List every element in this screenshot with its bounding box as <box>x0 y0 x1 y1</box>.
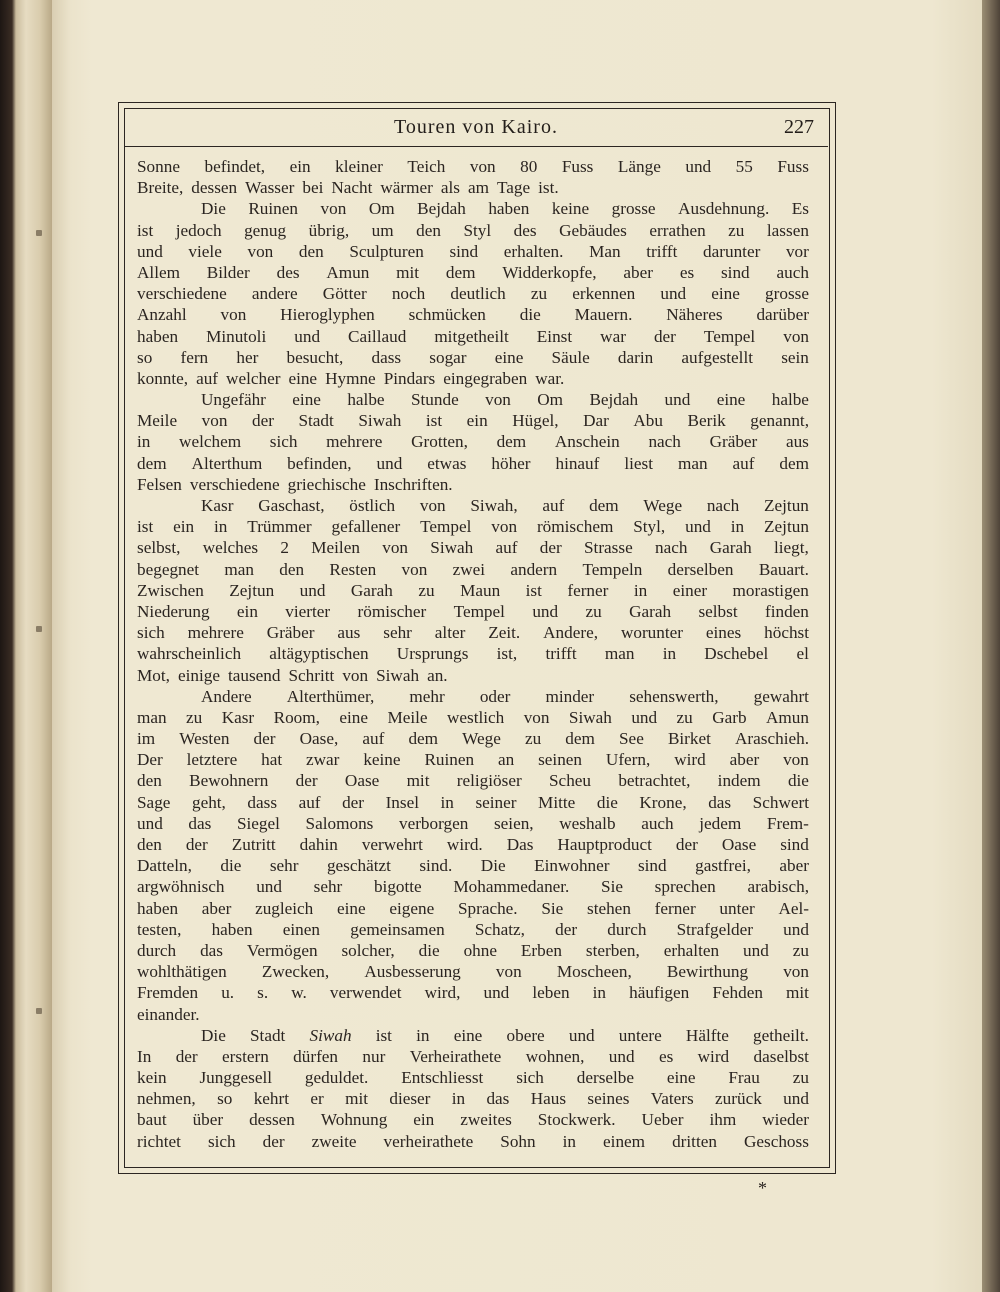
text-line: dem Alterthum befinden, und etwas höher hinauf liest man auf dem <box>137 453 809 473</box>
text-line: so fern her besucht, dass sogar eine Säule darin aufgestellt sein <box>137 347 809 367</box>
text-line: Niederung ein vierter römischer Tempel und zu Garah selbst finden <box>137 601 809 621</box>
text-line: Zwischen Zejtun und Garah zu Maun ist ferner in einer morastigen <box>137 580 809 600</box>
text-line: richtet sich der zweite verheirathete Sohn in einem dritten Geschoss <box>137 1131 809 1151</box>
text-line: wohlthätigen Zwecken, Ausbesserung von Moscheen, Bewirthung von <box>137 962 809 982</box>
text-line: Mot, einige tausend Schritt von Siwah an. <box>137 665 448 685</box>
text-line: den der Zutritt dahin verwehrt wird. Das Hauptproduct der Oase sind <box>137 835 809 854</box>
signature-mark: * <box>758 1178 767 1198</box>
text-line: Felsen verschiedene griechische Inschriften. <box>137 474 453 494</box>
body-text <box>137 156 809 1152</box>
text-line: Die Ruinen von Om Bejdah haben keine grosse Ausdehnung. Es <box>201 199 809 219</box>
text-line: haben aber zugleich eine eigene Sprache. Sie stehen ferner unter Ael- <box>137 898 809 918</box>
text-line: und das Siegel Salomons verborgen seien, weshalb auch jedem Frem- <box>137 813 809 833</box>
text-line: Die Stadt Siwah ist in eine obere und untere Hälfte getheilt. <box>201 1025 809 1045</box>
text-line: man zu Kasr Room, eine Meile westlich von Siwah und zu Garb Amun <box>137 707 809 727</box>
text-line: und viele von den Sculpturen sind erhalten. Man trifft darunter vor <box>137 241 809 261</box>
text-line: konnte, auf welcher eine Hymne Pindars eingegraben war. <box>137 368 565 388</box>
running-head <box>124 114 828 144</box>
text-line: im Westen der Oase, auf dem Wege zu dem See Birket Araschieh. <box>137 729 809 749</box>
text-line: argwöhnisch und sehr bigotte Mohammedaner. Sie sprechen arabisch, <box>137 877 809 897</box>
text-line: baut über dessen Wohnung ein zweites Stockwerk. Ueber ihm wieder <box>137 1110 809 1130</box>
header-rule <box>124 146 828 147</box>
text-line: den Bewohnern der Oase mit religiöser Scheu betrachtet, indem die <box>137 771 809 791</box>
text-line: ist ein in Trümmer gefallener Tempel von römischem Styl, und in Zejtun <box>137 517 809 537</box>
margin-mark <box>36 626 42 632</box>
text-line: kein Junggesell geduldet. Entschliesst sich derselbe eine Frau zu <box>137 1068 809 1088</box>
text-line: Meile von der Stadt Siwah ist ein Hügel, Dar Abu Berik genannt, <box>137 411 809 431</box>
text-line: ist jedoch genug übrig, um den Styl des Gebäudes errathen zu lassen <box>137 220 809 240</box>
text-line: Sage geht, dass auf der Insel in seiner Mitte die Krone, das Schwert <box>137 792 809 812</box>
text-line: Ungefähr eine halbe Stunde von Om Bejdah und eine halbe <box>201 390 809 410</box>
text-line: nehmen, so kehrt er mit dieser in das Haus seines Vaters zurück und <box>137 1089 809 1109</box>
text-line: haben Minutoli und Caillaud mitgetheilt Einst war der Tempel von <box>137 326 809 346</box>
text-line: testen, haben einen gemeinsamen Schatz, der durch Strafgelder und <box>137 919 809 939</box>
text-line: wahrscheinlich altägyptischen Ursprungs ist, trifft man in Dschebel el <box>137 644 809 664</box>
text-line: Anzahl von Hieroglyphen schmücken die Mauern. Näheres darüber <box>137 305 809 325</box>
text-line: Allem Bilder des Amun mit dem Widderkopfe, aber es sind auch <box>137 262 809 282</box>
page-title: Touren von Kairo. <box>394 116 558 138</box>
book-spine <box>0 0 52 1292</box>
page-edge <box>982 0 1000 1292</box>
text-line: In der erstern dürfen nur Verheirathete wohnen, und es wird daselbst <box>137 1046 809 1066</box>
text-line: durch das Vermögen solcher, die ohne Erben sterben, erhalten und zu <box>137 940 809 960</box>
text-line: sich mehrere Gräber aus sehr alter Zeit. Andere, worunter eines höchst <box>137 623 809 643</box>
text-line: Breite, dessen Wasser bei Nacht wärmer als am Tage ist. <box>137 178 559 198</box>
text-line: Datteln, die sehr geschätzt sind. Die Einwohner sind gastfrei, aber <box>137 856 809 876</box>
text-line: Fremden u. s. w. verwendet wird, und leben in häufigen Fehden mit <box>137 983 809 1003</box>
text-line: begegnet man den Resten von zwei andern Tempeln derselben Bauart. <box>137 559 809 579</box>
text-line: Sonne befindet, ein kleiner Teich von 80 Fuss Länge und 55 Fuss <box>137 157 809 176</box>
page-number: 227 <box>784 116 814 138</box>
text-line: selbst, welches 2 Meilen von Siwah auf der Strasse nach Garah liegt, <box>137 538 809 558</box>
text-line: in welchem sich mehrere Grotten, dem Anschein nach Gräber aus <box>137 432 809 452</box>
text-line: verschiedene andere Götter noch deutlich zu erkennen und eine grosse <box>137 284 809 304</box>
margin-mark <box>36 1008 42 1014</box>
text-line: Der letztere hat zwar keine Ruinen an seinen Ufern, wird aber von <box>137 750 809 770</box>
text-line: Kasr Gaschast, östlich von Siwah, auf dem Wege nach Zejtun <box>201 496 809 515</box>
margin-mark <box>36 230 42 236</box>
text-line: einander. <box>137 1004 200 1024</box>
text-line: Andere Alterthümer, mehr oder minder sehenswerth, gewahrt <box>201 686 809 706</box>
